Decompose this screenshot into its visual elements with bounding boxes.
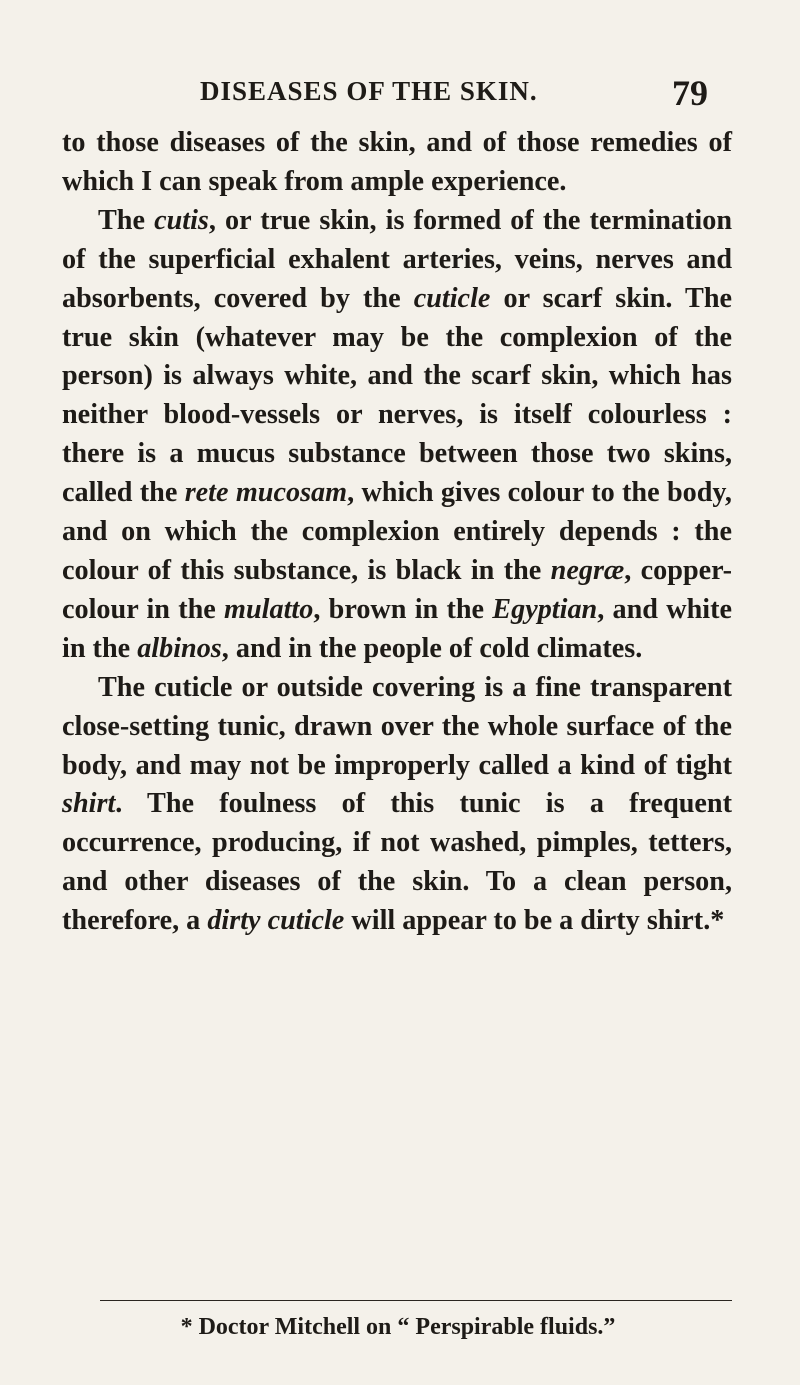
paragraph [62, 124, 732, 202]
italic-term: cutis [154, 204, 209, 236]
body-text [62, 124, 732, 941]
text-run: will appear to be a dirty shirt.* [344, 905, 725, 937]
page-number: 79 [672, 73, 708, 113]
footnote: * Doctor Mitchell on “ Perspirable fluids.” [180, 1314, 616, 1340]
page-header [0, 72, 800, 116]
text-run: , copper-colour in the [62, 554, 732, 625]
text-run: , or true skin, is formed of the termination of the superficial exhalent arteries, veins, nerves and absorbents, covered by the [62, 204, 732, 314]
italic-term: shirt [62, 788, 116, 820]
footnote-rule [100, 1300, 732, 1301]
text-run: , and in the people of cold climates. [221, 632, 643, 664]
text-run: , and white in the [62, 593, 732, 664]
paragraph [62, 669, 732, 941]
text-run: The [98, 204, 155, 236]
paragraph [62, 202, 732, 669]
italic-term: Egyptian [492, 593, 598, 625]
text-run: The cuticle or outside covering is a fine transparent close-setting tunic, drawn over the whole surface of the body, and may not be improperly called a kind of tight [62, 671, 732, 781]
text-run: to those diseases of the skin, and of those remedies of which I can speak from ample experience. [62, 127, 732, 197]
italic-term: dirty cuticle [207, 905, 345, 937]
text-run: , which gives colour to the body, and on which the complexion entirely depends : the colour of this substance, is black in the [62, 477, 732, 586]
running-head: DISEASES OF THE SKIN. [200, 76, 538, 106]
italic-term: mulatto [224, 593, 314, 625]
text-run: . The foulness of this tunic is a frequent occurrence, producing, if not washed, pimples, tetters, and other diseases of the skin. To a clean person, therefore, a [62, 788, 732, 937]
italic-term: cuticle [413, 282, 491, 314]
italic-term: albinos [137, 632, 222, 664]
italic-term: negræ [550, 554, 625, 586]
text-run: or scarf skin. The true skin (whatever may be the complexion of the person) is always white, and the scarf skin, which has neither blood-vessels or nerves, is itself colourless : there is a mucus substance between those two skins, called the [62, 282, 733, 509]
italic-term: rete mucosam [184, 477, 348, 509]
text-run: , brown in the [313, 593, 493, 625]
